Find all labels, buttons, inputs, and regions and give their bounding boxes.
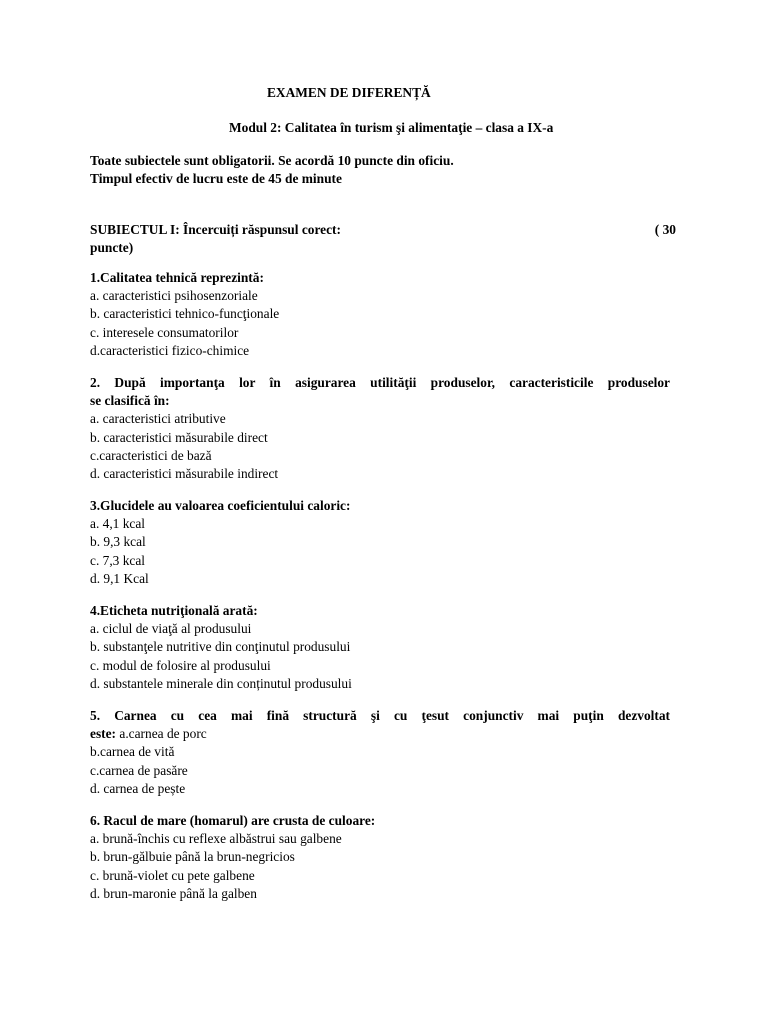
answer-option[interactable]: a. 4,1 kcal: [90, 516, 146, 532]
question-stem: 5. Carnea cu cea mai fină structură şi cu ţesut conjunctiv mai puţin dezvoltat: [90, 708, 670, 723]
answer-option[interactable]: b. caracteristici măsurabile direct: [90, 429, 268, 445]
question-4: [90, 602, 670, 693]
answer-option[interactable]: c. modul de folosire al produsului: [90, 657, 271, 673]
question-stem: 3.Glucidele au valoarea coeficientului caloric:: [90, 498, 351, 513]
answer-option[interactable]: d. caracteristici măsurabile indirect: [90, 466, 279, 482]
answer-option[interactable]: b.carnea de vită: [90, 744, 175, 760]
answer-option[interactable]: d. substantele minerale din conținutul produsului: [90, 675, 352, 691]
question-stem-cont: se clasifică în:: [90, 393, 170, 409]
question-stem: 1.Calitatea tehnică reprezintă:: [90, 270, 264, 285]
answer-option[interactable]: a. caracteristici psihosenzoriale: [90, 288, 258, 304]
answer-option[interactable]: d. brun-maronie până la galben: [90, 885, 257, 901]
question-stem: 4.Eticheta nutriţională arată:: [90, 603, 258, 618]
question-stem: 6. Racul de mare (homarul) are crusta de culoare:: [90, 813, 376, 828]
subject-heading: [90, 221, 676, 257]
question-stem-cont-line: [90, 725, 670, 743]
answer-option[interactable]: b. caracteristici tehnico-funcţionale: [90, 306, 280, 322]
subject-points-cont: puncte): [90, 240, 134, 256]
answer-option[interactable]: a. brună-închis cu reflexe albăstrui sau galbene: [90, 831, 342, 847]
instruction-line: Timpul efectiv de lucru este de 45 de minute: [90, 171, 342, 187]
answer-option[interactable]: c. 7,3 kcal: [90, 552, 146, 568]
module-subtitle: Modul 2: Calitatea în turism şi alimentaţie – clasa a IX-a: [229, 120, 554, 135]
answer-option[interactable]: a.carnea de porc: [116, 726, 207, 742]
answer-option[interactable]: b. brun-gălbuie până la brun-negricios: [90, 849, 295, 865]
subject-label: SUBIECTUL I: Încercuiți răspunsul corect:: [90, 222, 341, 237]
answer-option[interactable]: d. 9,1 Kcal: [90, 570, 149, 586]
exam-title: EXAMEN DE DIFERENȚĂ: [267, 85, 431, 100]
instruction-line: Toate subiectele sunt obligatorii. Se acordă 10 puncte din oficiu.: [90, 153, 454, 168]
subject-points: ( 30: [654, 222, 676, 237]
answer-option[interactable]: b. substanţele nutritive din conţinutul produsului: [90, 639, 351, 655]
question-6: [90, 812, 670, 903]
instructions: [90, 152, 454, 188]
question-5: [90, 707, 670, 798]
answer-option[interactable]: b. 9,3 kcal: [90, 534, 146, 550]
answer-option[interactable]: a. ciclul de viaţă al produsului: [90, 621, 252, 637]
answer-option[interactable]: d.caracteristici fizico-chimice: [90, 342, 250, 358]
question-stem-cont: este:: [90, 726, 117, 742]
answer-option[interactable]: c. interesele consumatorilor: [90, 324, 239, 340]
question-2: [90, 374, 670, 483]
answer-option[interactable]: c.carnea de pasăre: [90, 762, 188, 778]
answer-option[interactable]: d. carnea de pește: [90, 780, 186, 796]
question-1: [90, 269, 670, 360]
question-stem: 2. După importanţa lor în asigurarea utilităţii produselor, caracteristicile produselor: [90, 375, 670, 390]
answer-option[interactable]: c. brună-violet cu pete galbene: [90, 867, 255, 883]
answer-option[interactable]: c.caracteristici de bază: [90, 447, 212, 463]
question-3: [90, 497, 670, 588]
answer-option[interactable]: a. caracteristici atributive: [90, 411, 226, 427]
